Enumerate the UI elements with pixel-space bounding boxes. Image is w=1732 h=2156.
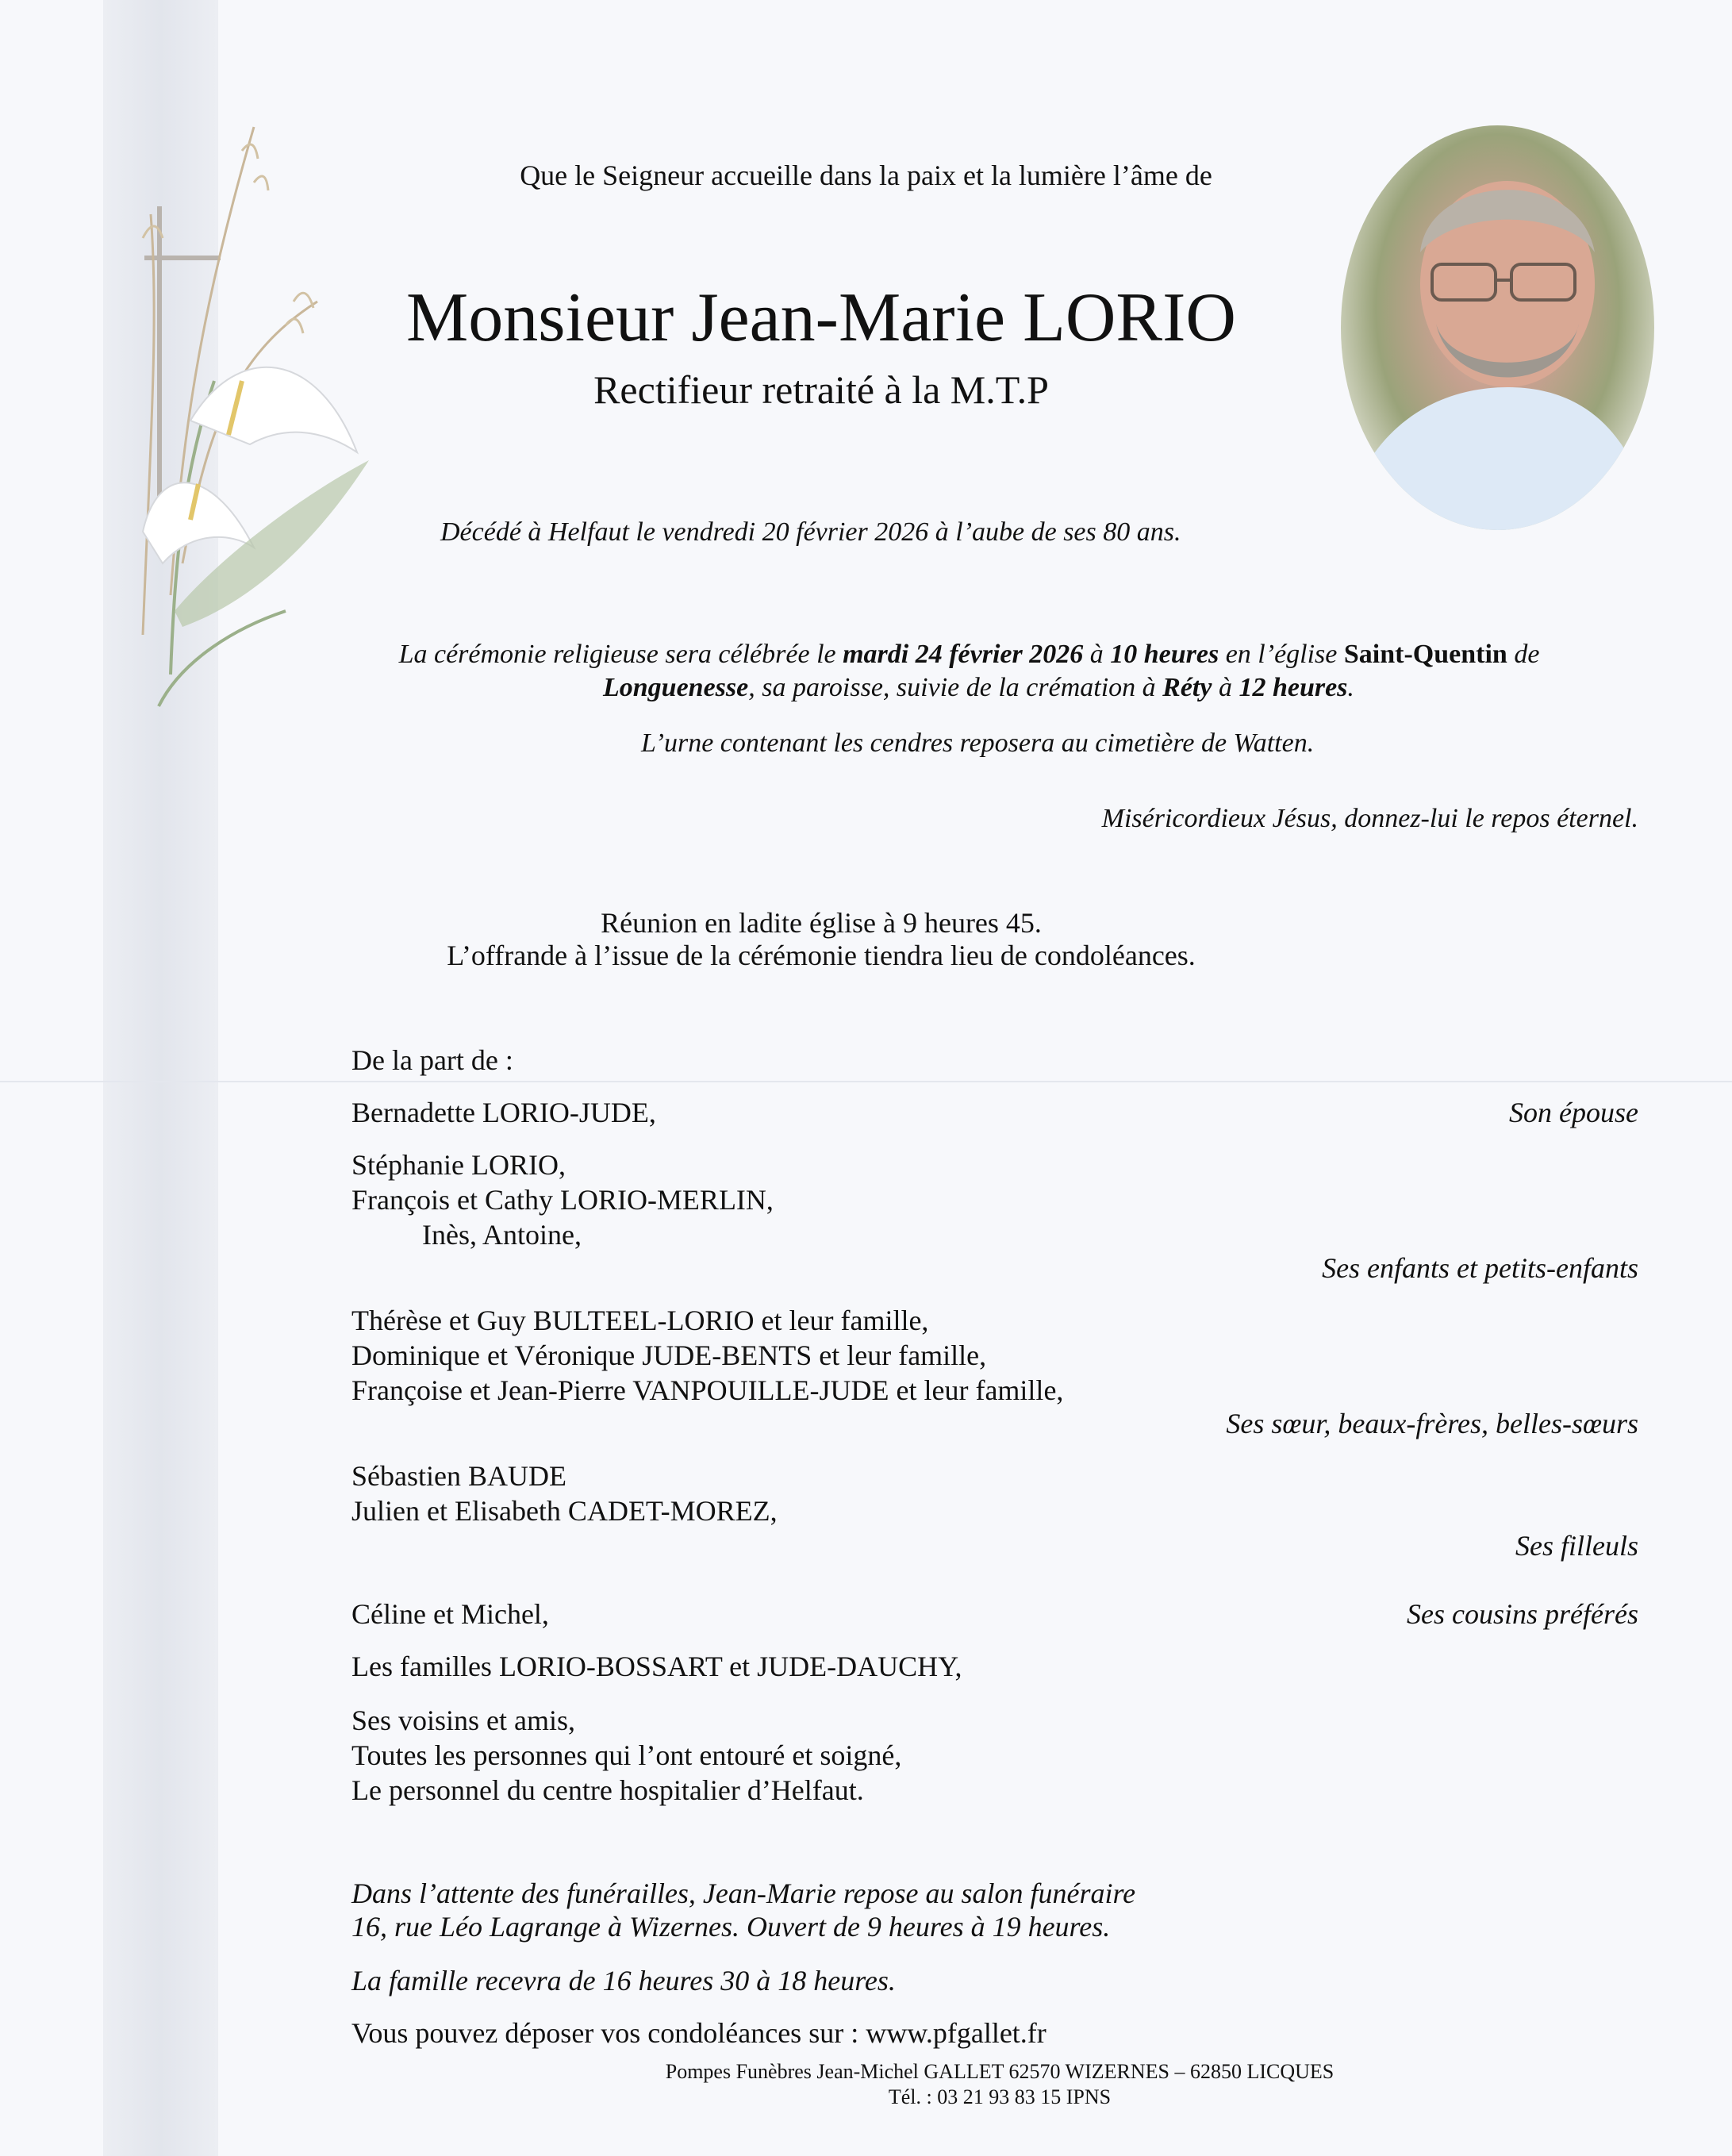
footer-phone: Tél. : 03 21 93 83 15 IPNS bbox=[888, 2085, 1112, 2108]
family-grandchildren: Inès, Antoine, bbox=[422, 1219, 582, 1251]
condolences-text: Vous pouvez déposer vos condoléances sur : www.pfgallet.fr bbox=[351, 2017, 1046, 2049]
repose-line-2: 16, rue Léo Lagrange à Wizernes. Ouvert de 9 heures à 19 heures. bbox=[351, 1911, 1111, 1943]
family-sibling: Thérèse et Guy BULTEEL-LORIO et leur famille, bbox=[351, 1305, 929, 1336]
family-spouse: Bernadette LORIO-JUDE, bbox=[351, 1097, 656, 1128]
family-cousins-label: Ses cousins préférés bbox=[1407, 1598, 1638, 1630]
page-title: Monsieur Jean-Marie LORIO bbox=[406, 279, 1236, 356]
fold-line bbox=[0, 1081, 1732, 1082]
family-godchildren-label: Ses filleuls bbox=[1515, 1530, 1638, 1562]
ceremony-line-2: Longuenesse, sa paroisse, suivie de la crémation à Réty à 12 heures. bbox=[603, 673, 1354, 702]
meeting-line-2: L’offrande à l’issue de la cérémonie tiendra lieu de condoléances. bbox=[447, 940, 1196, 971]
family-sibling: Françoise et Jean-Pierre VANPOUILLE-JUDE et leur famille, bbox=[351, 1374, 1064, 1406]
family-other: Toutes les personnes qui l’ont entouré et soigné, bbox=[351, 1739, 902, 1771]
repose-line-1: Dans l’attente des funérailles, Jean-Marie repose au salon funéraire bbox=[351, 1877, 1136, 1909]
family-families: Les familles LORIO-BOSSART et JUDE-DAUCHY, bbox=[351, 1651, 962, 1682]
family-godchild: Sébastien BAUDE bbox=[351, 1460, 566, 1492]
urn-text: L’urne contenant les cendres reposera au cimetière de Watten. bbox=[641, 728, 1315, 758]
footer-company: Pompes Funèbres Jean-Michel GALLET 62570 WIZERNES – 62850 LICQUES bbox=[665, 2060, 1335, 2083]
meeting-line-1: Réunion en ladite église à 9 heures 45. bbox=[601, 907, 1042, 939]
family-spouse-label: Son épouse bbox=[1509, 1097, 1638, 1128]
ceremony-line-1: La cérémonie religieuse sera célébrée le mardi 24 février 2026 à 10 heures en l’église Saint-Quentin de bbox=[398, 640, 1540, 669]
family-child: François et Cathy LORIO-MERLIN, bbox=[351, 1184, 774, 1216]
family-godchild: Julien et Elisabeth CADET-MOREZ, bbox=[351, 1495, 778, 1527]
profession: Rectifieur retraité à la M.T.P bbox=[593, 367, 1049, 412]
family-siblings-label: Ses sœur, beaux-frères, belles-sœurs bbox=[1226, 1408, 1638, 1439]
family-cousins: Céline et Michel, bbox=[351, 1598, 549, 1630]
family-other: Le personnel du centre hospitalier d’Helfaut. bbox=[351, 1774, 864, 1806]
reception-text: La famille recevra de 16 heures 30 à 18 heures. bbox=[351, 1965, 896, 1997]
family-intro: De la part de : bbox=[351, 1044, 513, 1076]
prayer-text: Miséricordieux Jésus, donnez-lui le repos éternel. bbox=[1101, 804, 1638, 833]
family-sibling: Dominique et Véronique JUDE-BENTS et leur famille, bbox=[351, 1339, 987, 1371]
intro-line: Que le Seigneur accueille dans la paix et la lumière l’âme de bbox=[520, 159, 1212, 191]
family-other: Ses voisins et amis, bbox=[351, 1704, 576, 1736]
death-notice: Décédé à Helfaut le vendredi 20 février 2026 à l’aube de ses 80 ans. bbox=[440, 517, 1181, 547]
family-child: Stéphanie LORIO, bbox=[351, 1149, 566, 1181]
family-children-label: Ses enfants et petits-enfants bbox=[1322, 1252, 1638, 1284]
